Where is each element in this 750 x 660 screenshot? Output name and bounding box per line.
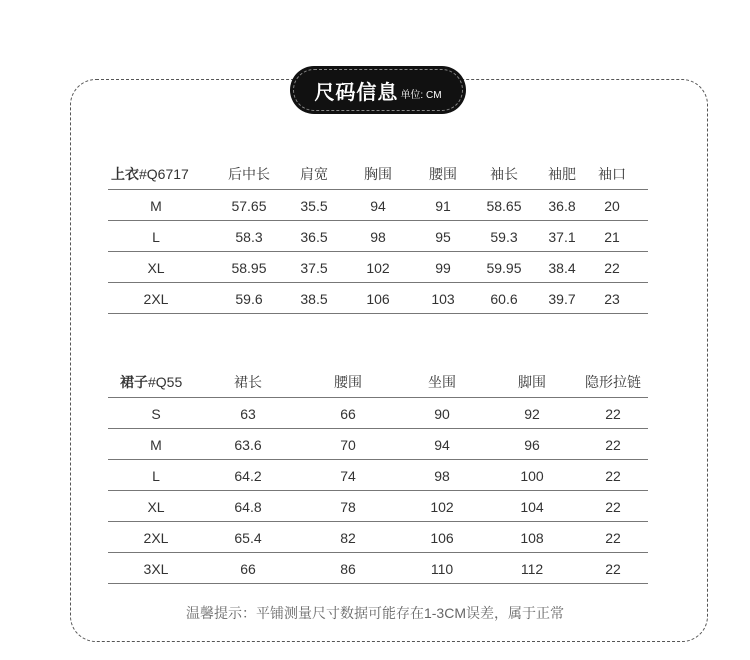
size-cell: L [152,468,160,484]
table-row [108,460,648,492]
title-badge [290,66,466,114]
size-cell: S [151,406,161,422]
value-cell: 108 [520,530,544,546]
bottom-size-table [108,366,648,586]
column-header: 胸围 [364,166,392,182]
value-cell: 22 [605,561,621,577]
value-cell: 59.6 [235,291,263,307]
value-cell: 58.65 [486,198,522,214]
footer-note: 温馨提示：平铺测量尺寸数据可能存在1-3CM误差，属于正常 [185,605,564,621]
value-cell: 106 [430,530,454,546]
value-cell: 64.2 [234,468,262,484]
value-cell: 63 [240,406,256,422]
value-cell: 94 [370,198,386,214]
column-header: 腰围 [334,374,362,390]
value-cell: 22 [605,406,621,422]
value-cell: 37.5 [300,260,328,276]
table-name-header [120,366,182,398]
value-cell: 95 [435,229,451,245]
value-cell: 37.1 [548,229,576,245]
value-cell: 36.8 [548,198,576,214]
value-cell: 36.5 [300,229,328,245]
size-cell: M [150,198,162,214]
value-cell: 58.95 [231,260,267,276]
table-row [108,553,648,585]
garment-name: 上衣 [111,166,139,182]
value-cell: 86 [340,561,356,577]
column-header: 裙长 [234,374,262,390]
table-header-row [108,366,648,398]
value-cell: 66 [340,406,356,422]
value-cell: 22 [604,260,620,276]
value-cell: 57.65 [231,198,267,214]
value-cell: 110 [430,561,454,577]
unit-label: 单位: CM [400,89,442,101]
table-row [108,190,648,222]
value-cell: 63.6 [234,437,262,453]
size-cell: XL [147,260,165,276]
table-header-row [108,158,648,190]
size-cell: L [152,229,160,245]
value-cell: 58.3 [235,229,263,245]
table-row [108,252,648,284]
value-cell: 98 [370,229,386,245]
value-cell: 102 [430,499,454,515]
value-cell: 94 [434,437,450,453]
size-cell: 2XL [143,530,169,546]
column-header: 肩宽 [300,166,328,182]
table-row [108,398,648,430]
garment-name: 裙子 [120,374,148,390]
value-cell: 100 [520,468,544,484]
value-cell: 23 [604,291,620,307]
value-cell: 66 [240,561,256,577]
top-size-table [108,158,648,318]
row-divider [108,583,648,584]
value-cell: 91 [435,198,451,214]
style-code: #Q6717 [139,166,189,182]
table-name-header [111,158,189,190]
value-cell: 20 [604,198,620,214]
size-cell: 3XL [143,561,169,577]
table-row [108,221,648,253]
table-row [108,522,648,554]
value-cell: 60.6 [490,291,518,307]
value-cell: 65.4 [234,530,262,546]
value-cell: 22 [605,499,621,515]
value-cell: 59.95 [486,260,522,276]
value-cell: 38.4 [548,260,576,276]
table-row [108,429,648,461]
column-header: 袖长 [490,166,518,182]
value-cell: 74 [340,468,356,484]
value-cell: 22 [605,437,621,453]
value-cell: 64.8 [234,499,262,515]
column-header: 坐围 [428,374,456,390]
page-title: 尺码信息 [314,81,399,104]
value-cell: 59.3 [490,229,518,245]
value-cell: 35.5 [300,198,328,214]
value-cell: 90 [434,406,450,422]
column-header: 隐形拉链 [585,374,641,390]
value-cell: 96 [524,437,540,453]
value-cell: 103 [431,291,455,307]
value-cell: 112 [520,561,544,577]
value-cell: 39.7 [548,291,576,307]
value-cell: 70 [340,437,356,453]
value-cell: 82 [340,530,356,546]
value-cell: 78 [340,499,356,515]
column-header: 袖肥 [548,166,576,182]
style-code: #Q55 [148,374,183,390]
row-divider [108,313,648,314]
value-cell: 104 [520,499,544,515]
size-cell: M [150,437,162,453]
table-row [108,491,648,523]
value-cell: 99 [435,260,451,276]
value-cell: 92 [524,406,540,422]
column-header: 脚围 [518,374,546,390]
value-cell: 22 [605,530,621,546]
value-cell: 21 [604,229,620,245]
value-cell: 102 [366,260,390,276]
table-row [108,283,648,315]
column-header: 后中长 [228,166,270,182]
value-cell: 22 [605,468,621,484]
size-cell: XL [147,499,165,515]
column-header: 腰围 [429,166,457,182]
value-cell: 38.5 [300,291,328,307]
column-header: 袖口 [598,166,626,182]
value-cell: 98 [434,468,450,484]
value-cell: 106 [366,291,390,307]
size-cell: 2XL [143,291,169,307]
